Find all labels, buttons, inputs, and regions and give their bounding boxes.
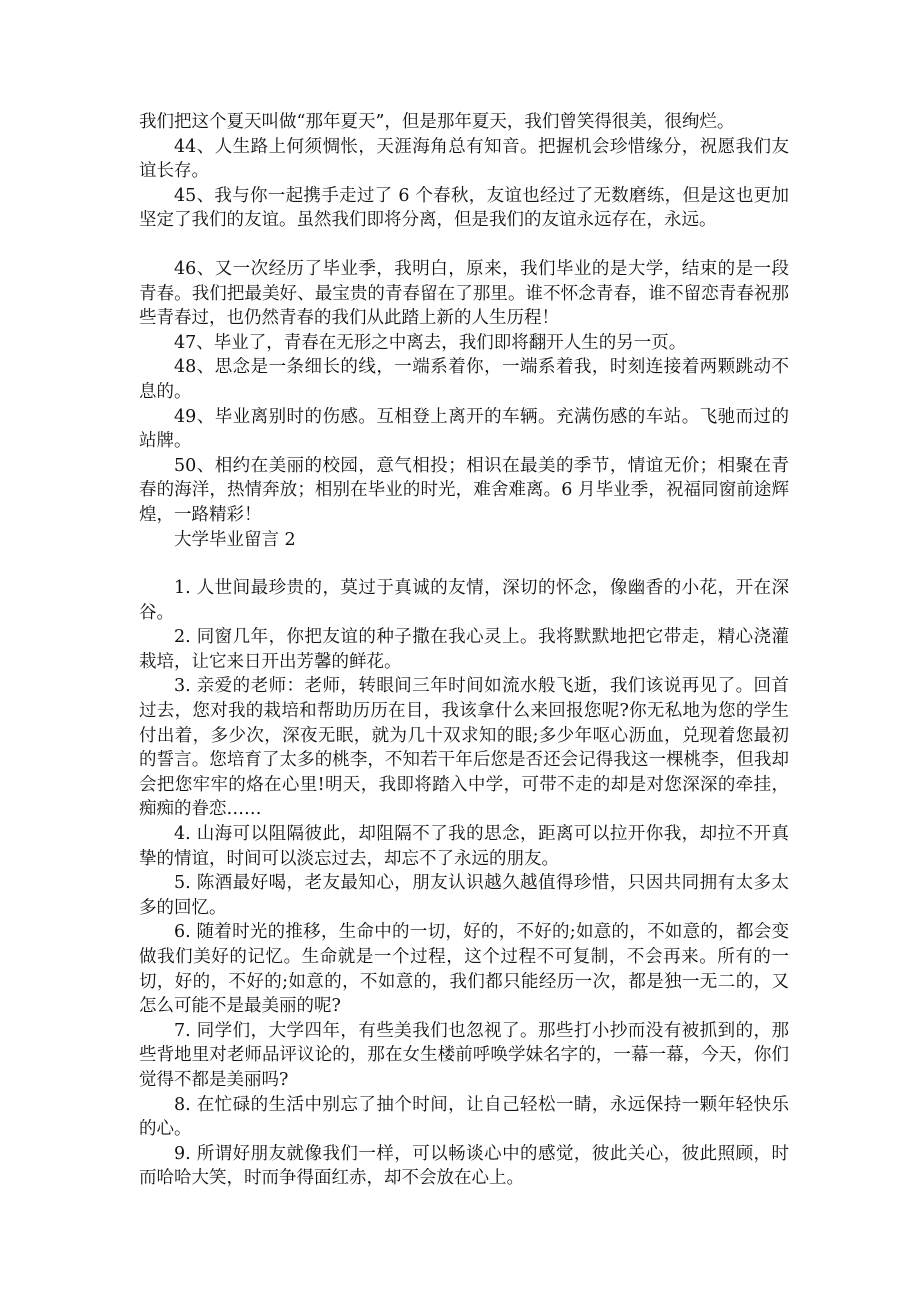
message-9: 9. 所谓好朋友就像我们一样，可以畅谈心中的感觉，彼此关心，彼此照顾，时而哈哈大笑，时而争得面红赤，却不会放在心上。 xyxy=(139,1143,789,1189)
paragraph-45: 45、我与你一起携手走过了 6 个春秋，友谊也经过了无数磨练，但是这也更加坚定了我们的友谊。虽然我们即将分离，但是我们的友谊永远存在，永远。 xyxy=(139,185,789,231)
message-4: 4. 山海可以阻隔彼此，却阻隔不了我的思念，距离可以拉开你我，却拉不开真挚的情谊，时间可以淡忘过去，却忘不了永远的朋友。 xyxy=(139,824,789,869)
section-title: 大学毕业留言 2 xyxy=(174,529,296,550)
paragraph-49: 49、毕业离别时的伤感。互相登上离开的车辆。充满伤感的车站。飞驰而过的站牌。 xyxy=(139,406,789,452)
paragraph-47: 47、毕业了，青春在无形之中离去，我们即将翻开人生的另一页。 xyxy=(174,332,687,353)
message-3: 3. 亲爱的老师：老师，转眼间三年时间如流水般飞逝，我们该说再见了。回首过去，您对我的栽培和帮助历历在目，我该拿什么来回报您呢?你无私地为您的学生付出着，多少次，深夜无眠，就为几十双求知的眼;多少年呕心沥血，兑现着您最初的誓言。您培育了太多的桃李，不知若干年后您是否还会记得我这一棵桃李，但我却会把您牢牢的烙在心里!明天，我即将踏入中学，可带不走的却是对您深深的牵挂，痴痴的眷恋…… xyxy=(139,676,789,820)
paragraph-summer: 我们把这个夏天叫做“那年夏天”，但是那年夏天，我们曾笑得很美，很绚烂。 xyxy=(139,112,735,132)
paragraph-46: 46、又一次经历了毕业季，我明白，原来，我们毕业的是大学，结束的是一段青春。我们把最美好、最宝贵的青春留在了那里。谁不怀念青春，谁不留恋青春祝那些青春过，也仍然青春的我们从此踏上新的人生历程！ xyxy=(139,258,789,329)
message-5: 5. 陈酒最好喝，老友最知心，朋友认识越久越值得珍惜，只因共同拥有太多太多的回忆。 xyxy=(139,873,789,918)
document-page xyxy=(139,110,789,1191)
paragraph-48: 48、思念是一条细长的线，一端系着你，一端系着我，时刻连接着两颗跳动不息的。 xyxy=(139,357,789,402)
message-7: 7. 同学们，大学四年，有些美我们也忽视了。那些打小抄而没有被抓到的，那些背地里对老师品评议论的，那在女生楼前呼唤学妹名字的，一幕一幕，今天，你们觉得不都是美丽吗? xyxy=(139,1020,789,1090)
message-1: 1. 人世间最珍贵的，莫过于真诚的友情，深切的怀念，像幽香的小花，开在深谷。 xyxy=(139,578,789,623)
message-6: 6. 随着时光的推移，生命中的一切，好的，不好的;如意的，不如意的，都会变做我们美好的记忆。生命就是一个过程，这个过程不可复制，不会再来。所有的一切，好的，不好的;如意的，不如意的，我们都只能经历一次，都是独一无二的，又怎么可能不是最美丽的呢? xyxy=(139,922,789,1017)
paragraph-44: 44、人生路上何须惆怅，天涯海角总有知音。把握机会珍惜缘分，祝愿我们友谊长存。 xyxy=(139,136,789,182)
paragraph-50: 50、相约在美丽的校园，意气相投；相识在最美的季节，情谊无价；相聚在青春的海洋，热情奔放；相别在毕业的时光，难舍难离。6 月毕业季，祝福同窗前途辉煌，一路精彩！ xyxy=(139,455,789,525)
paragraph-gap xyxy=(139,233,789,257)
message-2: 2. 同窗几年，你把友谊的种子撒在我心灵上。我将默默地把它带走，精心浇灌栽培，让它来日开出芳馨的鲜花。 xyxy=(139,627,789,672)
message-8: 8. 在忙碌的生活中别忘了抽个时间，让自己轻松一睛，永远保持一颗年轻快乐的心。 xyxy=(139,1094,789,1140)
paragraph-gap xyxy=(139,552,789,576)
